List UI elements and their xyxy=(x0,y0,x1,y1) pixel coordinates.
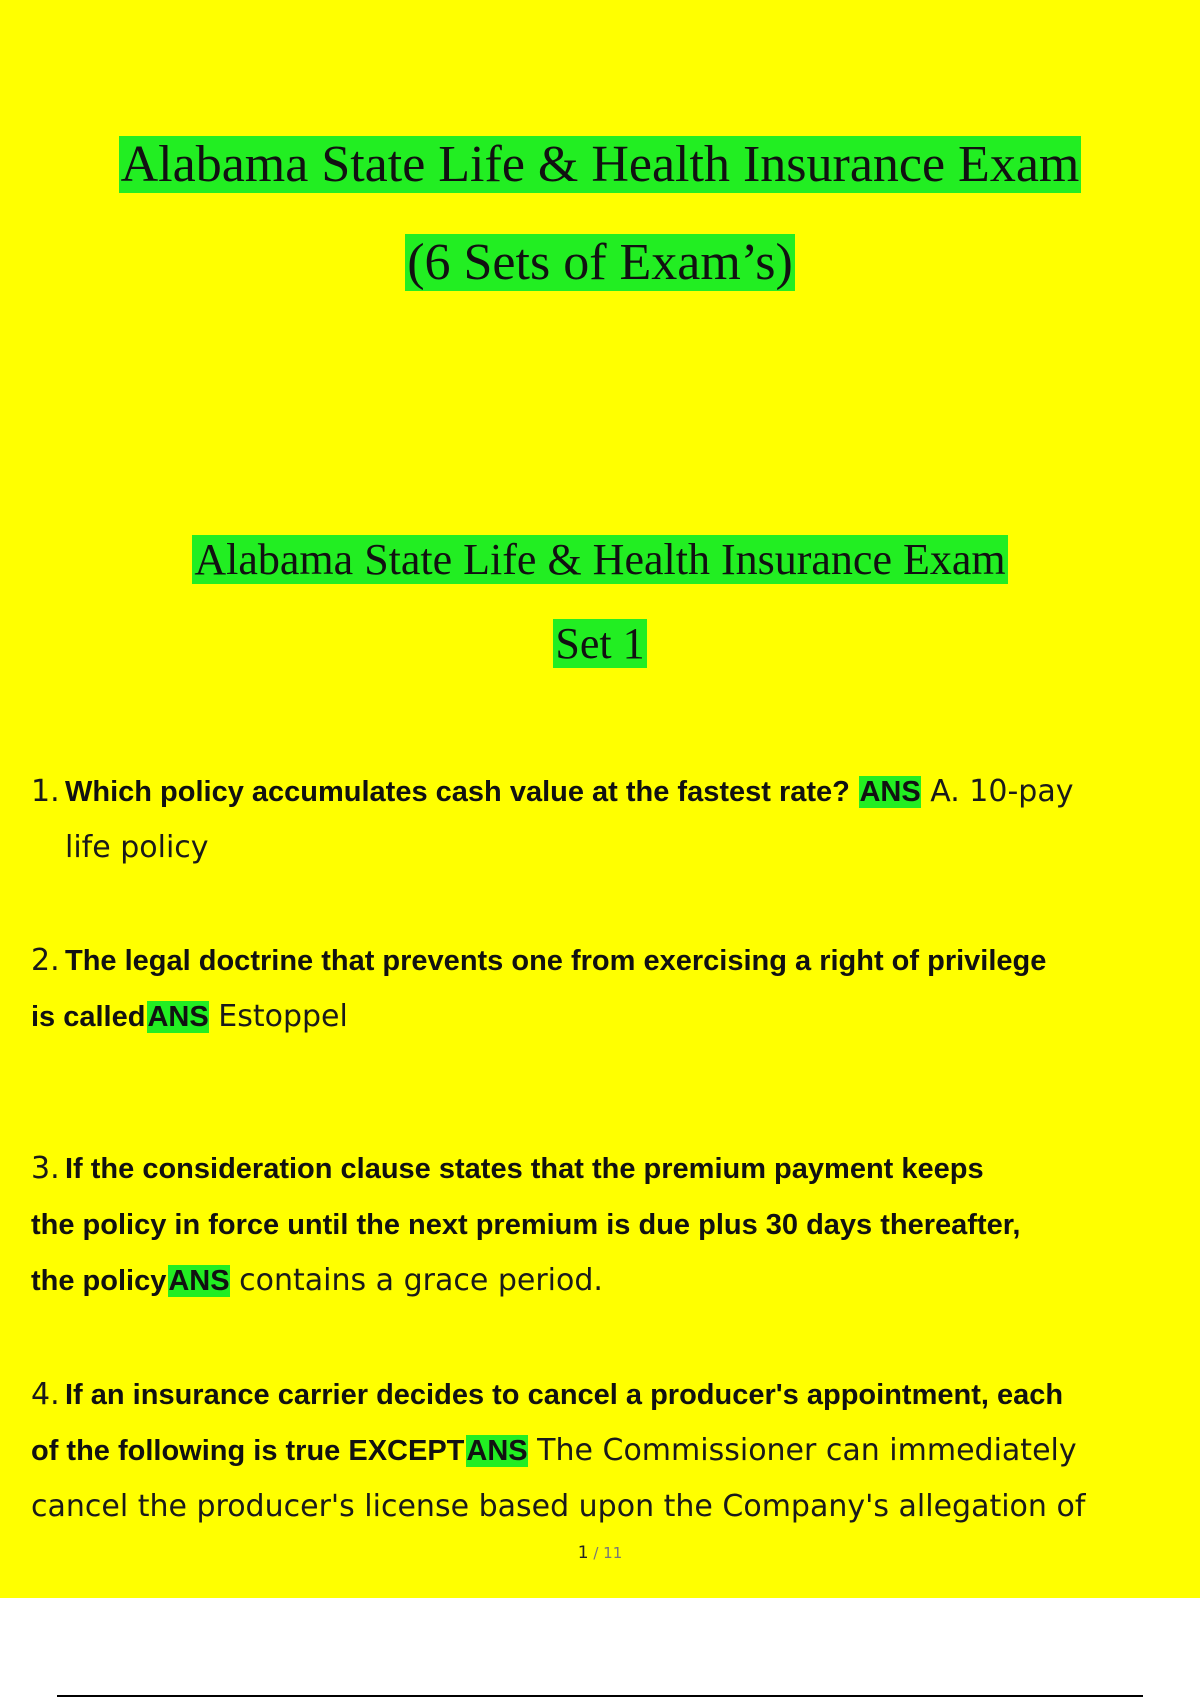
question-text: the policy xyxy=(31,1265,167,1297)
question-text: Which policy accumulates cash value at the fastest rate? xyxy=(65,776,850,808)
question-text: the policy in force until the next premium is due plus 30 days thereafter, xyxy=(31,1209,1021,1241)
question-item xyxy=(31,764,1181,876)
answer-tag: ANS xyxy=(147,1001,209,1033)
page-current: 1 xyxy=(577,1543,589,1563)
page-separator: / xyxy=(588,1544,604,1562)
question-number: 2. xyxy=(31,943,60,978)
answer-text: The Commissioner can immediately xyxy=(527,1433,1077,1468)
page-number xyxy=(0,1543,1200,1563)
question-number: 4. xyxy=(31,1377,60,1412)
answer-text: A. 10-pay xyxy=(920,774,1074,809)
answer-tag: ANS xyxy=(168,1265,230,1297)
answer-text: life policy xyxy=(65,830,209,865)
question-text: The legal doctrine that prevents one from exercising a right of privilege xyxy=(65,945,1047,977)
answer-tag: ANS xyxy=(466,1435,528,1467)
question-item xyxy=(31,1141,1181,1309)
question-number: 1. xyxy=(31,774,60,809)
answer-text: Estoppel xyxy=(208,999,348,1034)
answer-text: cancel the producer's license based upon the Company's allegation of xyxy=(31,1489,1086,1524)
question-text: of the following is true EXCEPT xyxy=(31,1435,465,1467)
page-total: 11 xyxy=(603,1544,623,1562)
question-number: 3. xyxy=(31,1151,60,1186)
question-text: If the consideration clause states that the premium payment keeps xyxy=(65,1153,984,1185)
document-title-line2: (6 Sets of Exam’s) xyxy=(407,234,793,291)
answer-text: contains a grace period. xyxy=(229,1263,603,1298)
question-text: If an insurance carrier decides to cancel a producer's appointment, each xyxy=(65,1379,1064,1411)
question-item xyxy=(31,933,1181,1045)
question-text: is called xyxy=(31,1001,146,1033)
page-divider xyxy=(57,1695,1143,1697)
set-title: Alabama State Life & Health Insurance Exam xyxy=(194,535,1006,584)
set-subtitle: Set 1 xyxy=(555,619,645,668)
document-title-line1: Alabama State Life & Health Insurance Exam xyxy=(120,136,1080,193)
answer-tag: ANS xyxy=(859,776,921,808)
question-item xyxy=(31,1367,1181,1535)
